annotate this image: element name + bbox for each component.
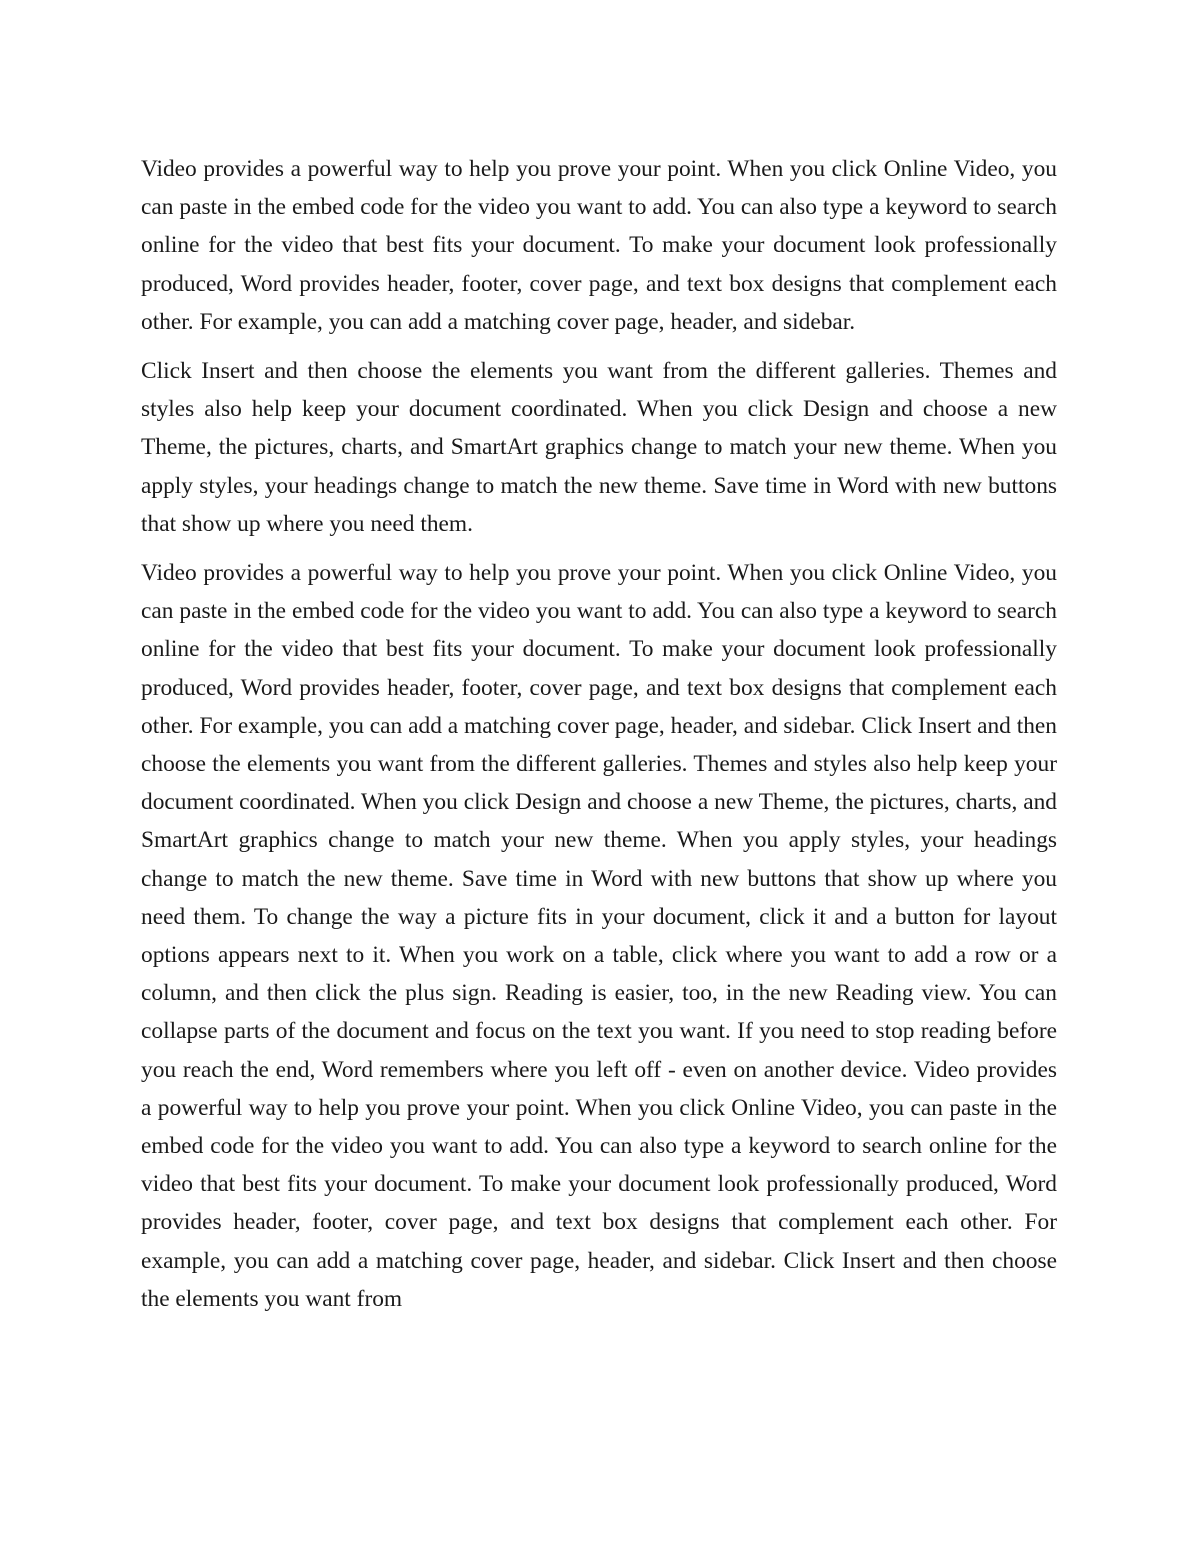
document-body bbox=[141, 150, 1057, 1329]
paragraph-1: Video provides a powerful way to help you prove your point. When you click Online Video, you can paste in the embed code for the video you want to add. You can also type a keyword to search online for the video that best fits your document. To make your document look professionally produced, Word provides header, footer, cover page, and text box designs that complement each other. For example, you can add a matching cover page, header, and sidebar. bbox=[141, 156, 1057, 335]
paragraph-3: Video provides a powerful way to help you prove your point. When you click Online Video, you can paste in the embed code for the video you want to add. You can also type a keyword to search online for the video that best fits your document. To make your document look professionally produced, Word provides header, footer, cover page, and text box designs that complement each other. For example, you can add a matching cover page, header, and sidebar. Click Insert and then choose the elements you want from the different galleries. Themes and styles also help keep your document coordinated. When you click Design and choose a new Theme, the pictures, charts, and SmartArt graphics change to match your new theme. When you apply styles, your headings change to match the new theme. Save time in Word with new buttons that show up where you need them. To change the way a picture fits in your document, click it and a button for layout options appears next to it. When you work on a table, click where you want to add a row or a column, and then click the plus sign. Reading is easier, too, in the new Reading view. You can collapse parts of the document and focus on the text you want. If you need to stop reading before you reach the end, Word remembers where you left off - even on another device. Video provides a powerful way to help you prove your point. When you click Online Video, you can paste in the embed code for the video you want to add. You can also type a keyword to search online for the video that best fits your document. To make your document look professionally produced, Word provides header, footer, cover page, and text box designs that complement each other. For example, you can add a matching cover page, header, and sidebar. Click Insert and then choose the elements you want from bbox=[141, 560, 1057, 1312]
paragraph-2: Click Insert and then choose the elements you want from the different galleries. Themes and styles also help keep your document coordinated. When you click Design and choose a new Theme, the pictures, charts, and SmartArt graphics change to match your new theme. When you apply styles, your headings change to match the new theme. Save time in Word with new buttons that show up where you need them. bbox=[141, 358, 1057, 537]
